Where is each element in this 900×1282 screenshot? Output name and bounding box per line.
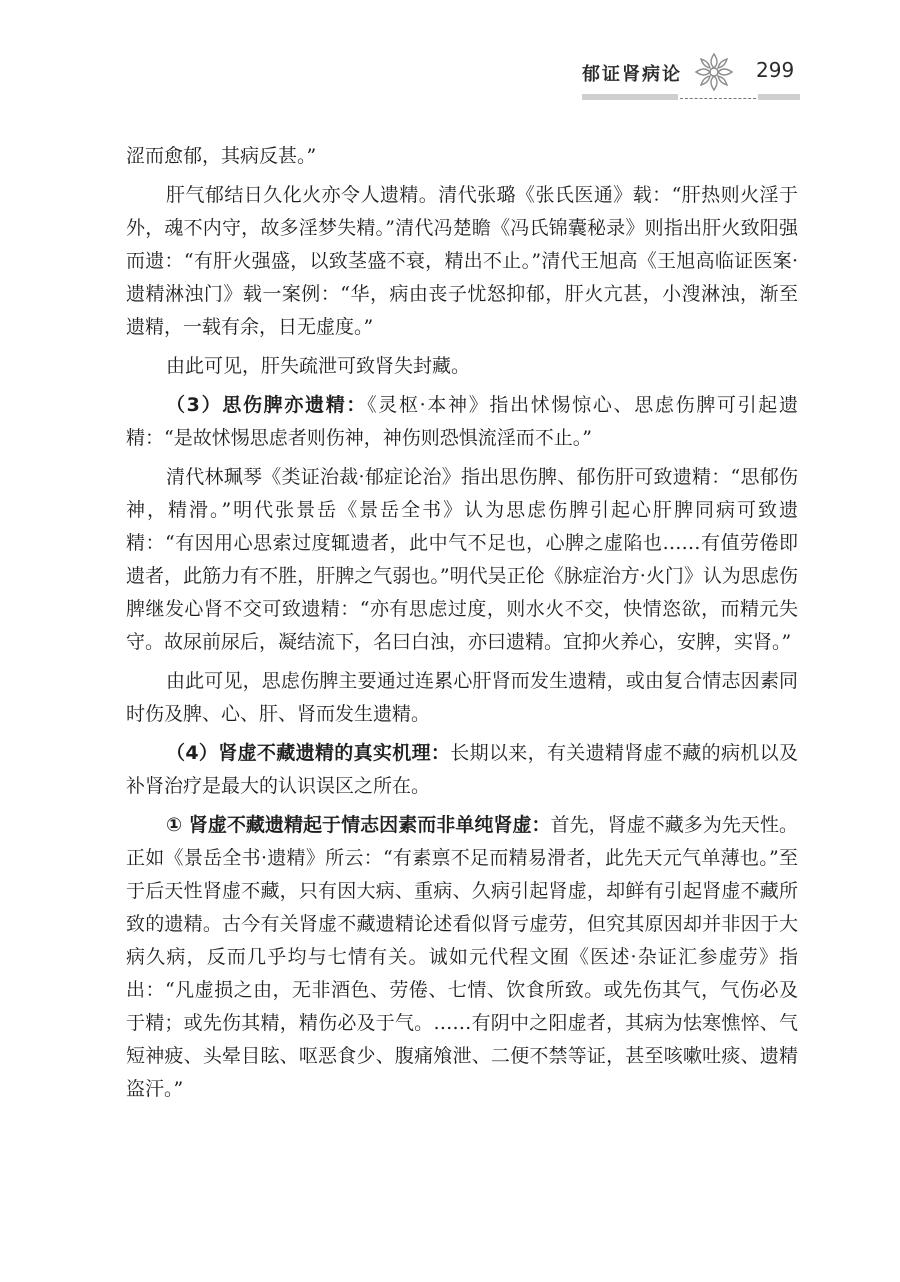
header-dashed-rule: [680, 98, 756, 99]
paragraph-heading: （4）肾虚不藏遗精的真实机理：: [166, 742, 451, 764]
paragraph: [126, 389, 798, 455]
paragraph-heading: （3）思伤脾亦遗精：: [166, 394, 368, 416]
paragraph-text: 首先，肾虚不藏多为先天性。正如《景岳全书·遗精》所云：“有素禀不足而精易滑者，此先天元气单薄也。”至于后天性肾虚不藏，只有因大病、重病、久病引起肾虚，却鲜有引起肾虚不藏所致的遗精。古今有关肾虚不藏遗精论述看似肾亏虚劳，但究其原因却并非因于大病久病，反而几乎均与七情有关。诚如元代程文囿《医述·杂证汇参虚劳》指出：“凡虚损之由，无非酒色、劳倦、七情、饮食所致。或先伤其气，气伤必及于精；或先伤其精，精伤必及于气。……有阴中之阳虚者，其病为怯寒憔悴、气短神疲、头晕目眩、呕恶食少、腹痛飧泄、二便不禁等证，甚至咳嗽吐痰、遗精盗汗。”: [126, 814, 798, 1100]
paragraph-text: 由此可见，肝失疏泄可致肾失封藏。: [166, 355, 471, 377]
flower-ornament-icon: [692, 50, 736, 94]
paragraph: [126, 461, 798, 659]
paragraph: [126, 350, 798, 383]
running-title: 郁证肾病论: [582, 64, 682, 85]
paragraph-text: 清代林珮琴《类证治裁·郁症论治》指出思伤脾、郁伤肝可致遗精：“思郁伤神，精滑。”明代张景岳《景岳全书》认为思虑伤脾引起心肝脾同病可致遗精：“有因用心思索过度辄遗者，此中气不足也，心脾之虚陷也……有值劳倦即遗者，此筋力有不胜，肝脾之气弱也。”明代吴正伦《脉症治方·火门》认为思虑伤脾继发心肾不交可致遗精：“亦有思虑过度，则水火不交，快情恣欲，而精元失守。故尿前尿后，凝结流下，名曰白浊，亦曰遗精。宜抑火养心，安脾，实肾。”: [126, 466, 798, 653]
paragraph-text: 《灵枢·本神》指出怵惕惊心、思虑伤脾可引起遗精：“是故怵惕思虑者则伤神，神伤则恐惧流淫而不止。”: [126, 394, 798, 449]
paragraph-text: 由此可见，思虑伤脾主要通过连累心肝肾而发生遗精，或由复合情志因素同时伤及脾、心、肝、肾而发生遗精。: [126, 670, 798, 725]
paragraph-heading: ① 肾虚不藏遗精起于情志因素而非单纯肾虚：: [166, 814, 551, 836]
header-rule-right: [758, 94, 800, 100]
paragraph-text: 长期以来，有关遗精肾虚不藏的病机以及补肾治疗是最大的认识误区之所在。: [126, 742, 798, 797]
header-rule-left: [582, 94, 678, 100]
page-number: 299: [756, 58, 795, 82]
body-text: [126, 140, 798, 1112]
paragraph: [126, 179, 798, 344]
paragraph-text: 涩而愈郁，其病反甚。”: [126, 145, 317, 167]
paragraph: [126, 140, 798, 173]
paragraph-text: 肝气郁结日久化火亦令人遗精。清代张璐《张氏医通》载：“肝热则火淫于外，魂不内守，故多淫梦失精。”清代冯楚瞻《冯氏锦囊秘录》则指出肝火致阳强而遗：“有肝火强盛，以致茎盛不衰，精出不止。”清代王旭高《王旭高临证医案·遗精淋浊门》载一案例：“华，病由丧子忧怒抑郁，肝火亢甚，小溲淋浊，渐至遗精，一载有余，日无虚度。”: [126, 184, 798, 338]
paragraph: [126, 665, 798, 731]
paragraph: [126, 737, 798, 803]
paragraph: [126, 809, 798, 1106]
running-header: [582, 48, 800, 104]
